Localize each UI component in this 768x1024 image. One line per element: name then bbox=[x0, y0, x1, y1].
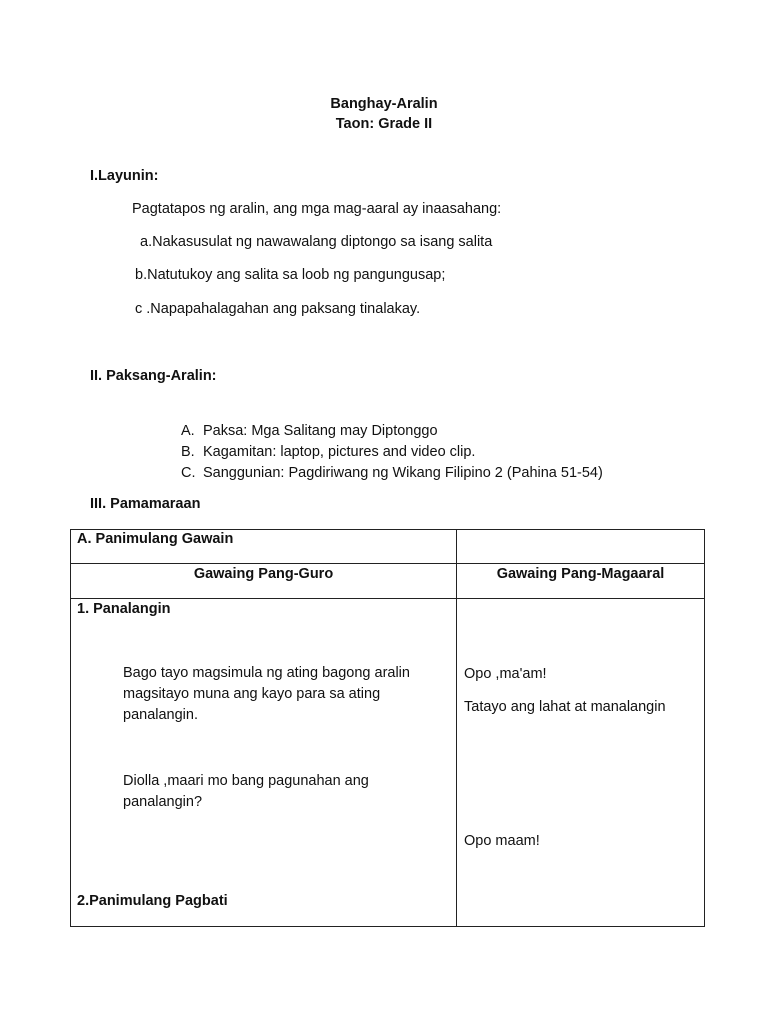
list-item-text: Paksa: Mga Salitang may Diptonggo bbox=[203, 423, 438, 439]
objective-b: b.Natutukoy ang salita sa loob ng pangungusap; bbox=[135, 267, 446, 283]
procedure-table bbox=[70, 529, 705, 927]
table-row bbox=[71, 599, 705, 927]
list-item bbox=[181, 463, 603, 484]
teacher-paragraph-1: Bago tayo magsimula ng ating bagong aralin magsitayo muna ang kayo para sa ating panalangin. bbox=[123, 665, 410, 723]
column-header-teacher: Gawaing Pang-Guro bbox=[71, 564, 457, 599]
paksang-aralin-list bbox=[181, 421, 603, 484]
list-item bbox=[181, 421, 603, 442]
objective-a: a.Nakasusulat ng nawawalang diptongo sa isang salita bbox=[140, 234, 493, 250]
teacher-activity-cell bbox=[71, 599, 457, 927]
list-item bbox=[181, 442, 603, 463]
document-subtitle: Taon: Grade II bbox=[335, 116, 433, 132]
list-item-letter: B. bbox=[181, 444, 195, 460]
table-section-title-empty bbox=[457, 530, 705, 564]
section-heading-paksang-aralin: II. Paksang-Aralin: bbox=[90, 368, 217, 384]
step-title-panimulang-pagbati: 2.Panimulang Pagbati bbox=[77, 893, 228, 909]
student-response-3: Opo maam! bbox=[464, 833, 540, 849]
student-activity-cell bbox=[457, 599, 705, 927]
teacher-paragraph-2: Diolla ,maari mo bang pagunahan ang panalangin? bbox=[123, 773, 369, 810]
section-heading-layunin: I.Layunin: bbox=[90, 168, 159, 184]
list-item-letter: A. bbox=[181, 423, 195, 439]
list-item-text: Kagamitan: laptop, pictures and video clip. bbox=[203, 444, 476, 460]
column-header-student: Gawaing Pang-Magaaral bbox=[457, 564, 705, 599]
table-row bbox=[71, 564, 705, 599]
list-item-letter: C. bbox=[181, 465, 196, 481]
objectives-intro: Pagtatapos ng aralin, ang mga mag-aaral ay inaasahang: bbox=[132, 201, 502, 217]
table-row bbox=[71, 530, 705, 564]
objective-c: c .Napapahalagahan ang paksang tinalakay. bbox=[135, 301, 421, 317]
document-title: Banghay-Aralin bbox=[330, 96, 438, 112]
step-title-panalangin: 1. Panalangin bbox=[77, 601, 171, 617]
table-section-title: A. Panimulang Gawain bbox=[71, 530, 457, 564]
list-item-text: Sanggunian: Pagdiriwang ng Wikang Filipino 2 (Pahina 51-54) bbox=[203, 465, 603, 481]
student-response-1: Opo ,ma'am! bbox=[464, 666, 547, 682]
section-heading-pamamaraan: III. Pamamaraan bbox=[90, 496, 201, 512]
student-response-2: Tatayo ang lahat at manalangin bbox=[464, 699, 666, 715]
